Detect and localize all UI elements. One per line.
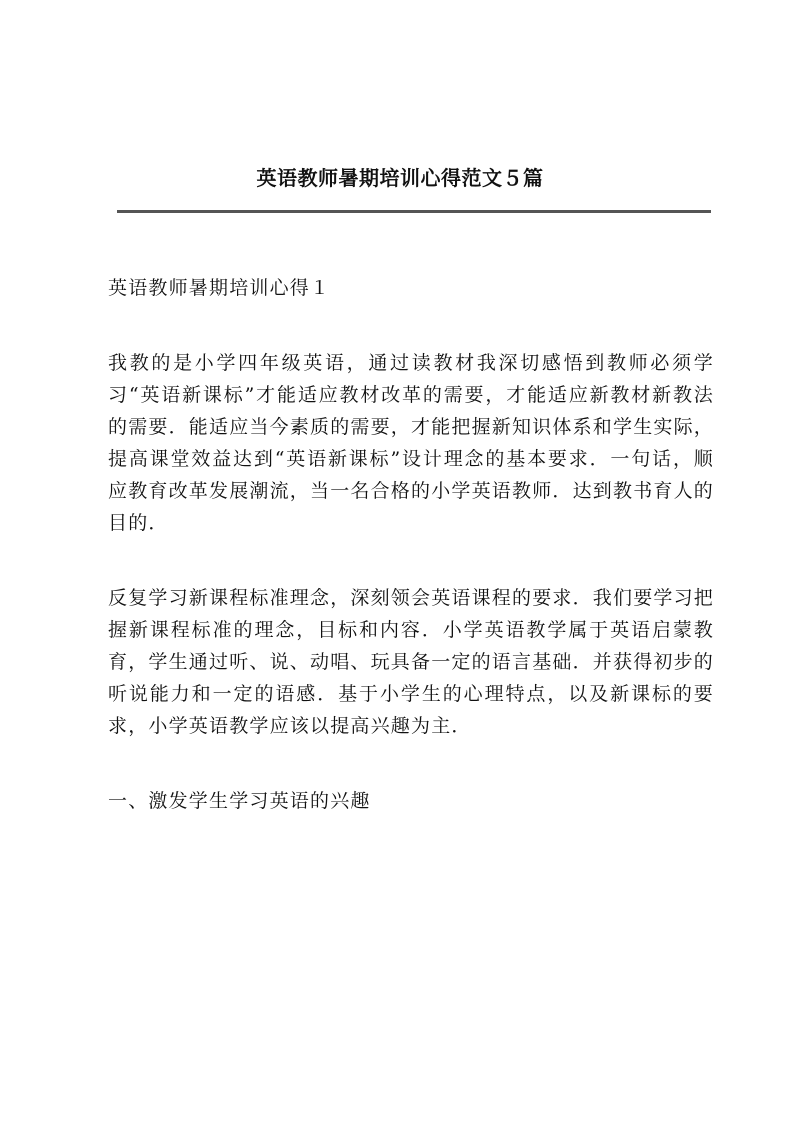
body-paragraph-1: 我教的是小学四年级英语，通过读教材我深切感悟到教师必须学习“英语新课标”才能适应教材改革的需要，才能适应新教材新教法的需要．能适应当今素质的需要，才能把握新知识体系和学生实际，提高课堂效益达到“英语新课标”设计理念的基本要求．一句话，顺应教育改革发展潮流，当一名合格的小学英语教师．达到教书育人的目的．	[108, 352, 715, 534]
document-body	[108, 272, 714, 860]
section-heading: 英语教师暑期培训心得１	[108, 277, 331, 299]
body-paragraph-2: 反复学习新课程标准理念，深刻领会英语课程的要求．我们要学习把握新课程标准的理念，目标和内容．小学英语教学属于英语启蒙教育，学生通过听、说、动唱、玩具备一定的语言基础．并获得初步的听说能力和一定的语感．基于小学生的心理特点，以及新课标的要求，小学英语教学应该以提高兴趣为主．	[108, 587, 715, 737]
document-title: 英语教师暑期培训心得范文５篇	[256, 166, 544, 190]
subheading: 一、激发学生学习英语的兴趣	[108, 790, 371, 812]
title-divider	[117, 210, 711, 213]
